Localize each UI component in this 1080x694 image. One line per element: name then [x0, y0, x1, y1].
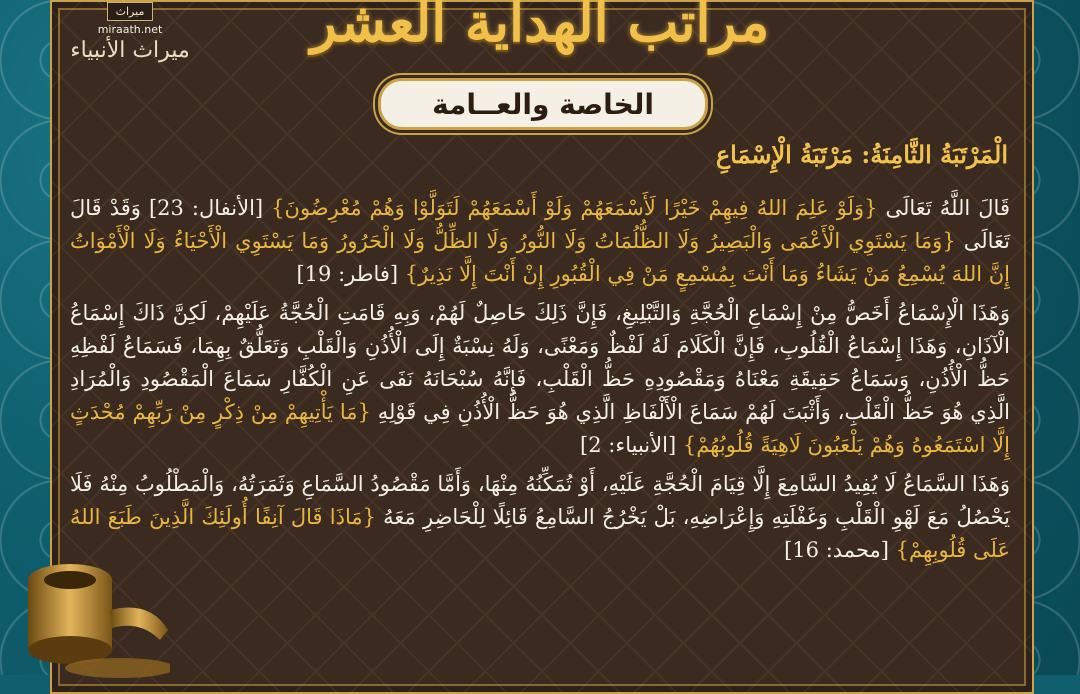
- site-logo[interactable]: [60, 0, 200, 80]
- paragraph-3: [70, 468, 1010, 567]
- quran-quote: {وَمَا يَسْتَوِي الْأَعْمَى وَالْبَصِيرُ وَلَا الظُّلُمَاتُ وَلَا النُّورُ وَلَا الظِّلُّ وَلَا الْحَرُورُ وَمَا يَسْتَوِي الْأَحْيَاءُ وَلَا الْأَمْوَاتُ إِنَّ اللهَ يُسْمِعُ مَنْ يَشَاءُ وَمَا أَنْتَ بِمُسْمِعٍ مَنْ فِي الْقُبُورِ إِنْ أَنْتَ إِلَّا نَذِيرٌ}: [70, 229, 1010, 286]
- logo-brand: ميراث الأنبياء: [70, 38, 190, 63]
- quran-quote: {مَاذَا قَالَ آنِفًا أُولَئِكَ الَّذِينَ طَبَعَ اللهُ عَلَى قُلُوبِهِمْ}: [70, 505, 1010, 562]
- text-span: قَالَ اللَّهُ تَعَالَى: [877, 196, 1010, 220]
- logo-site: miraath.net: [97, 23, 163, 36]
- quran-quote: {مَا يَأْتِيهِمْ مِنْ ذِكْرٍ مِنْ رَبِّهِمْ مُحْدَثٍ إِلَّا اسْتَمَعُوهُ وَهُمْ يَلْعَبُونَ لَاهِيَةً قُلُوبُهُمْ}: [70, 400, 1010, 457]
- text-span: [الأنفال: 23] وَقَدْ قَالَ تَعَالَى: [70, 196, 1011, 253]
- text-span: [محمد: 16]: [784, 538, 896, 562]
- paragraph-1: [70, 192, 1010, 291]
- text-span: [فاطر: 19]: [296, 262, 405, 286]
- inkwell-icon: [0, 540, 170, 680]
- subtitle-badge: الخاصة والعــامة: [378, 78, 708, 130]
- logo-mark: ميراث: [107, 2, 154, 21]
- text-span: [الأنبياء: 2]: [580, 433, 683, 457]
- quran-quote: {وَلَوْ عَلِمَ اللهُ فِيهِمْ خَيْرًا لَأَسْمَعَهُمْ وَلَوْ أَسْمَعَهُمْ لَتَوَلَّوْا وَهُمْ مُعْرِضُونَ}: [271, 196, 878, 220]
- paragraph-2: [70, 297, 1010, 462]
- text-span: وَهَذَا الْإِسْمَاعُ أَخَصُّ مِنْ إِسْمَاعِ الْحُجَّةِ وَالتَّبْلِيغِ، فَإِنَّ ذَلِكَ حَاصِلٌ لَهُمْ، وَبِهِ قَامَتِ الْحُجَّةُ عَلَيْهِمْ، لَكِنَّ ذَاكَ إِسْمَاعُ الْآذَانِ، وَهَذَا إِسْمَاعُ الْقُلُوبِ، فَإِنَّ الْكَلَامَ لَهُ لَفْظٌ وَمَعْنًى، وَلَهُ نِسْبَةٌ إِلَى الْأُذُنِ وَالْقَلْبِ وَتَعَلُّقٌ بِهِمَا، فَسَمَاعُ لَفْظِهِ حَظُّ الْأُذُنِ، وَسَمَاعُ حَقِيقَةِ مَعْنَاهُ وَمَقْصُودِهِ حَظُّ الْقَلْبِ، فَإِنَّهُ سُبْحَانَهُ نَفَى عَنِ الْكُفَّارِ سَمَاعَ الْمَقْصُودِ وَالْمُرَادِ الَّذِي هُوَ حَظُّ الْقَلْبِ، وَأَثْبَتَ لَهُمْ سَمَاعَ الْأَلْفَاظِ الَّذِي هُوَ حَظُّ الْأُذُنِ فِي قَوْلِهِ: [70, 301, 1010, 424]
- page-title: مراتب الهداية العشر: [310, 0, 770, 54]
- section-heading: الْمَرْتَبَةُ الثَّامِنَةُ: مَرْتَبَةُ الْإِسْمَاعِ: [715, 140, 1008, 169]
- article-body: [70, 192, 1010, 573]
- text-span: وَهَذَا السَّمَاعُ لَا يُفِيدُ السَّامِعَ إِلَّا قِيَامَ الْحُجَّةِ عَلَيْهِ، أَوْ تُمَكِّنُهُ مِنْهَا، وَأَمَّا مَقْصُودُ السَّمَاعِ وَثَمَرَتُهُ، وَالْمَطْلُوبُ مِنْهُ فَلَا يَحْصُلُ مَعَ لَهْوِ الْقَلْبِ وَغَفْلَتِهِ وَإِعْرَاضِهِ، بَلْ يَخْرُجُ السَّامِعُ قَائِلًا لِلْحَاضِرِ مَعَهُ: [70, 472, 1011, 529]
